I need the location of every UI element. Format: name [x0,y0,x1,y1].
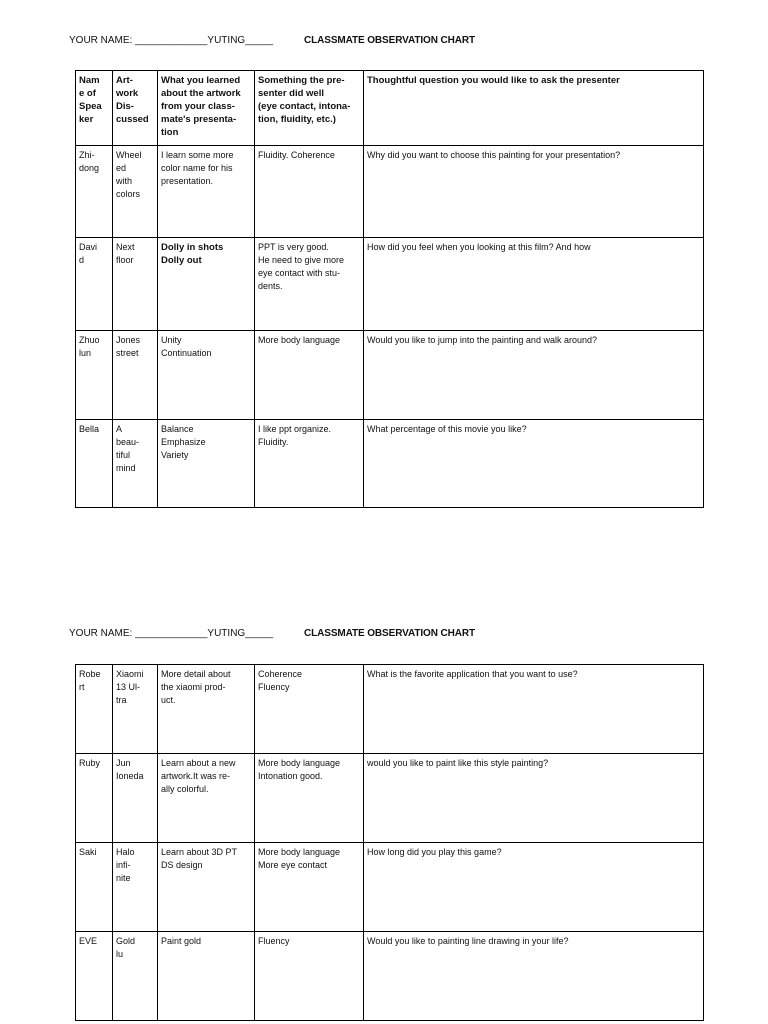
cell-did-well: Fluency [255,932,364,1021]
table-row [76,420,704,508]
cell-artwork: Jones street [113,331,158,420]
cell-learned: Balance Emphasize Variety [158,420,255,508]
cell-speaker: Zhi- dong [76,146,113,238]
header-speaker-name: Nam e of Spea ker [76,71,113,146]
cell-question: What is the favorite application that you want to use? [364,665,704,754]
table-row [76,754,704,843]
header-learned: What you learned about the artwork from your class- mate's presenta- tion [158,71,255,146]
cell-did-well: PPT is very good. He need to give more eye contact with stu- dents. [255,238,364,331]
observation-table-2 [75,664,704,1021]
table-row [76,238,704,331]
observation-table-1 [75,70,704,508]
table-row [76,932,704,1021]
cell-did-well: I like ppt organize. Fluidity. [255,420,364,508]
cell-question: How long did you play this game? [364,843,704,932]
chart-title: CLASSMATE OBSERVATION CHART [304,35,476,46]
cell-speaker: Ruby [76,754,113,843]
cell-speaker: Zhuo lun [76,331,113,420]
cell-question: How did you feel when you looking at this film? And how [364,238,704,331]
cell-did-well: More body language [255,331,364,420]
cell-speaker: Robe rt [76,665,113,754]
cell-learned: I learn some more color name for his presentation. [158,146,255,238]
cell-question: Would you like to jump into the painting and walk around? [364,331,704,420]
cell-learned: Learn about a new artwork.It was re- ally colorful. [158,754,255,843]
cell-speaker: Bella [76,420,113,508]
header-question: Thoughtful question you would like to ask the presenter [364,71,704,146]
cell-learned: Paint gold [158,932,255,1021]
cell-artwork: Xiaomi 13 Ul- tra [113,665,158,754]
cell-artwork: Jun Ioneda [113,754,158,843]
cell-artwork: Next floor [113,238,158,331]
cell-learned: Dolly in shots Dolly out [158,238,255,331]
cell-question: Why did you want to choose this painting for your presentation? [364,146,704,238]
cell-learned: More detail about the xiaomi prod- uct. [158,665,255,754]
cell-artwork: A beau- tiful mind [113,420,158,508]
cell-learned: Unity Continuation [158,331,255,420]
cell-did-well: More body language More eye contact [255,843,364,932]
cell-did-well: Fluidity. Coherence [255,146,364,238]
page1-header [69,35,709,51]
header-did-well: Something the pre- senter did well (eye contact, intona- tion, fluidity, etc.) [255,71,364,146]
cell-artwork: Wheel ed with colors [113,146,158,238]
cell-learned: Learn about 3D PT DS design [158,843,255,932]
cell-question: What percentage of this movie you like? [364,420,704,508]
cell-speaker: Saki [76,843,113,932]
table-row [76,146,704,238]
cell-artwork: Halo infi- nite [113,843,158,932]
cell-did-well: More body language Intonation good. [255,754,364,843]
cell-did-well: Coherence Fluency [255,665,364,754]
your-name-line: YOUR NAME: _____________YUTING_____ [69,628,274,639]
chart-title: CLASSMATE OBSERVATION CHART [304,628,476,639]
table-header-row [76,71,704,146]
cell-question: would you like to paint like this style painting? [364,754,704,843]
cell-speaker: EVE [76,932,113,1021]
page2-header [69,628,709,644]
header-artwork: Art- work Dis- cussed [113,71,158,146]
cell-artwork: Gold lu [113,932,158,1021]
cell-question: Would you like to painting line drawing in your life? [364,932,704,1021]
table-row [76,665,704,754]
your-name-line: YOUR NAME: _____________YUTING_____ [69,35,274,46]
cell-speaker: Davi d [76,238,113,331]
table-row [76,843,704,932]
table-row [76,331,704,420]
